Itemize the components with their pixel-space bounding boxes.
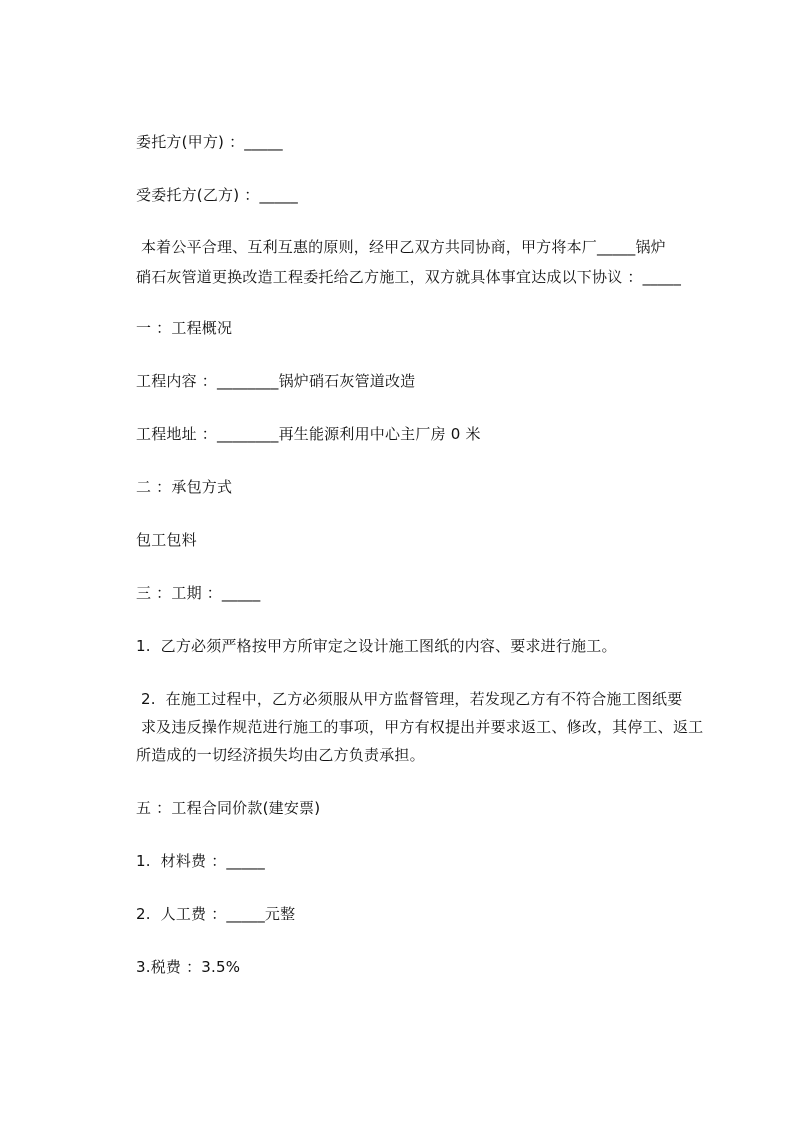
section-1-heading: 一 ：工程概况 [136, 319, 233, 337]
section-3-heading: 三 ：工期 ：_____ [136, 584, 261, 602]
item-2-line-1: 2. 在施工过程中，乙方必须服从甲方监督管理，若发现乙方有不符合施工图纸要 [136, 690, 683, 708]
project-content-line: 工程内容 ：________锅炉硝石灰管道改造 [136, 372, 416, 390]
section-2-heading: 二 ：承包方式 [136, 478, 233, 496]
tax-line: 3.税费 ：3.5% [136, 958, 241, 976]
item-1-line: 1. 乙方必须严格按甲方所审定之设计施工图纸的内容、要求进行施工。 [136, 637, 617, 655]
intro-line-2: 硝石灰管道更换改造工程委托给乙方施工，双方就具体事宜达成以下协议 ：_____ [136, 268, 682, 286]
item-2-line-3: 所造成的一切经济损失均由乙方负责承担。 [136, 746, 425, 764]
labor-fee-line: 2. 人工费 ：_____元整 [136, 905, 296, 923]
intro-line-1: 本着公平合理、互利互惠的原则，经甲乙双方共同协商，甲方将本厂_____锅炉 [136, 238, 666, 256]
material-fee-line: 1. 材料费 ：_____ [136, 852, 265, 870]
project-address-line: 工程地址 ：________再生能源利用中心主厂房 0 米 [136, 425, 481, 443]
client-line: 委托方(甲方) ：_____ [136, 133, 283, 151]
contractor-line: 受委托方(乙方) ：_____ [136, 186, 298, 204]
section-5-heading: 五 ：工程合同价款(建安票) [136, 799, 321, 817]
item-2-line-2: 求及违反操作规范进行施工的事项，甲方有权提出并要求返工、修改，其停工、返工 [136, 718, 704, 736]
contract-method-line: 包工包料 [136, 531, 197, 549]
